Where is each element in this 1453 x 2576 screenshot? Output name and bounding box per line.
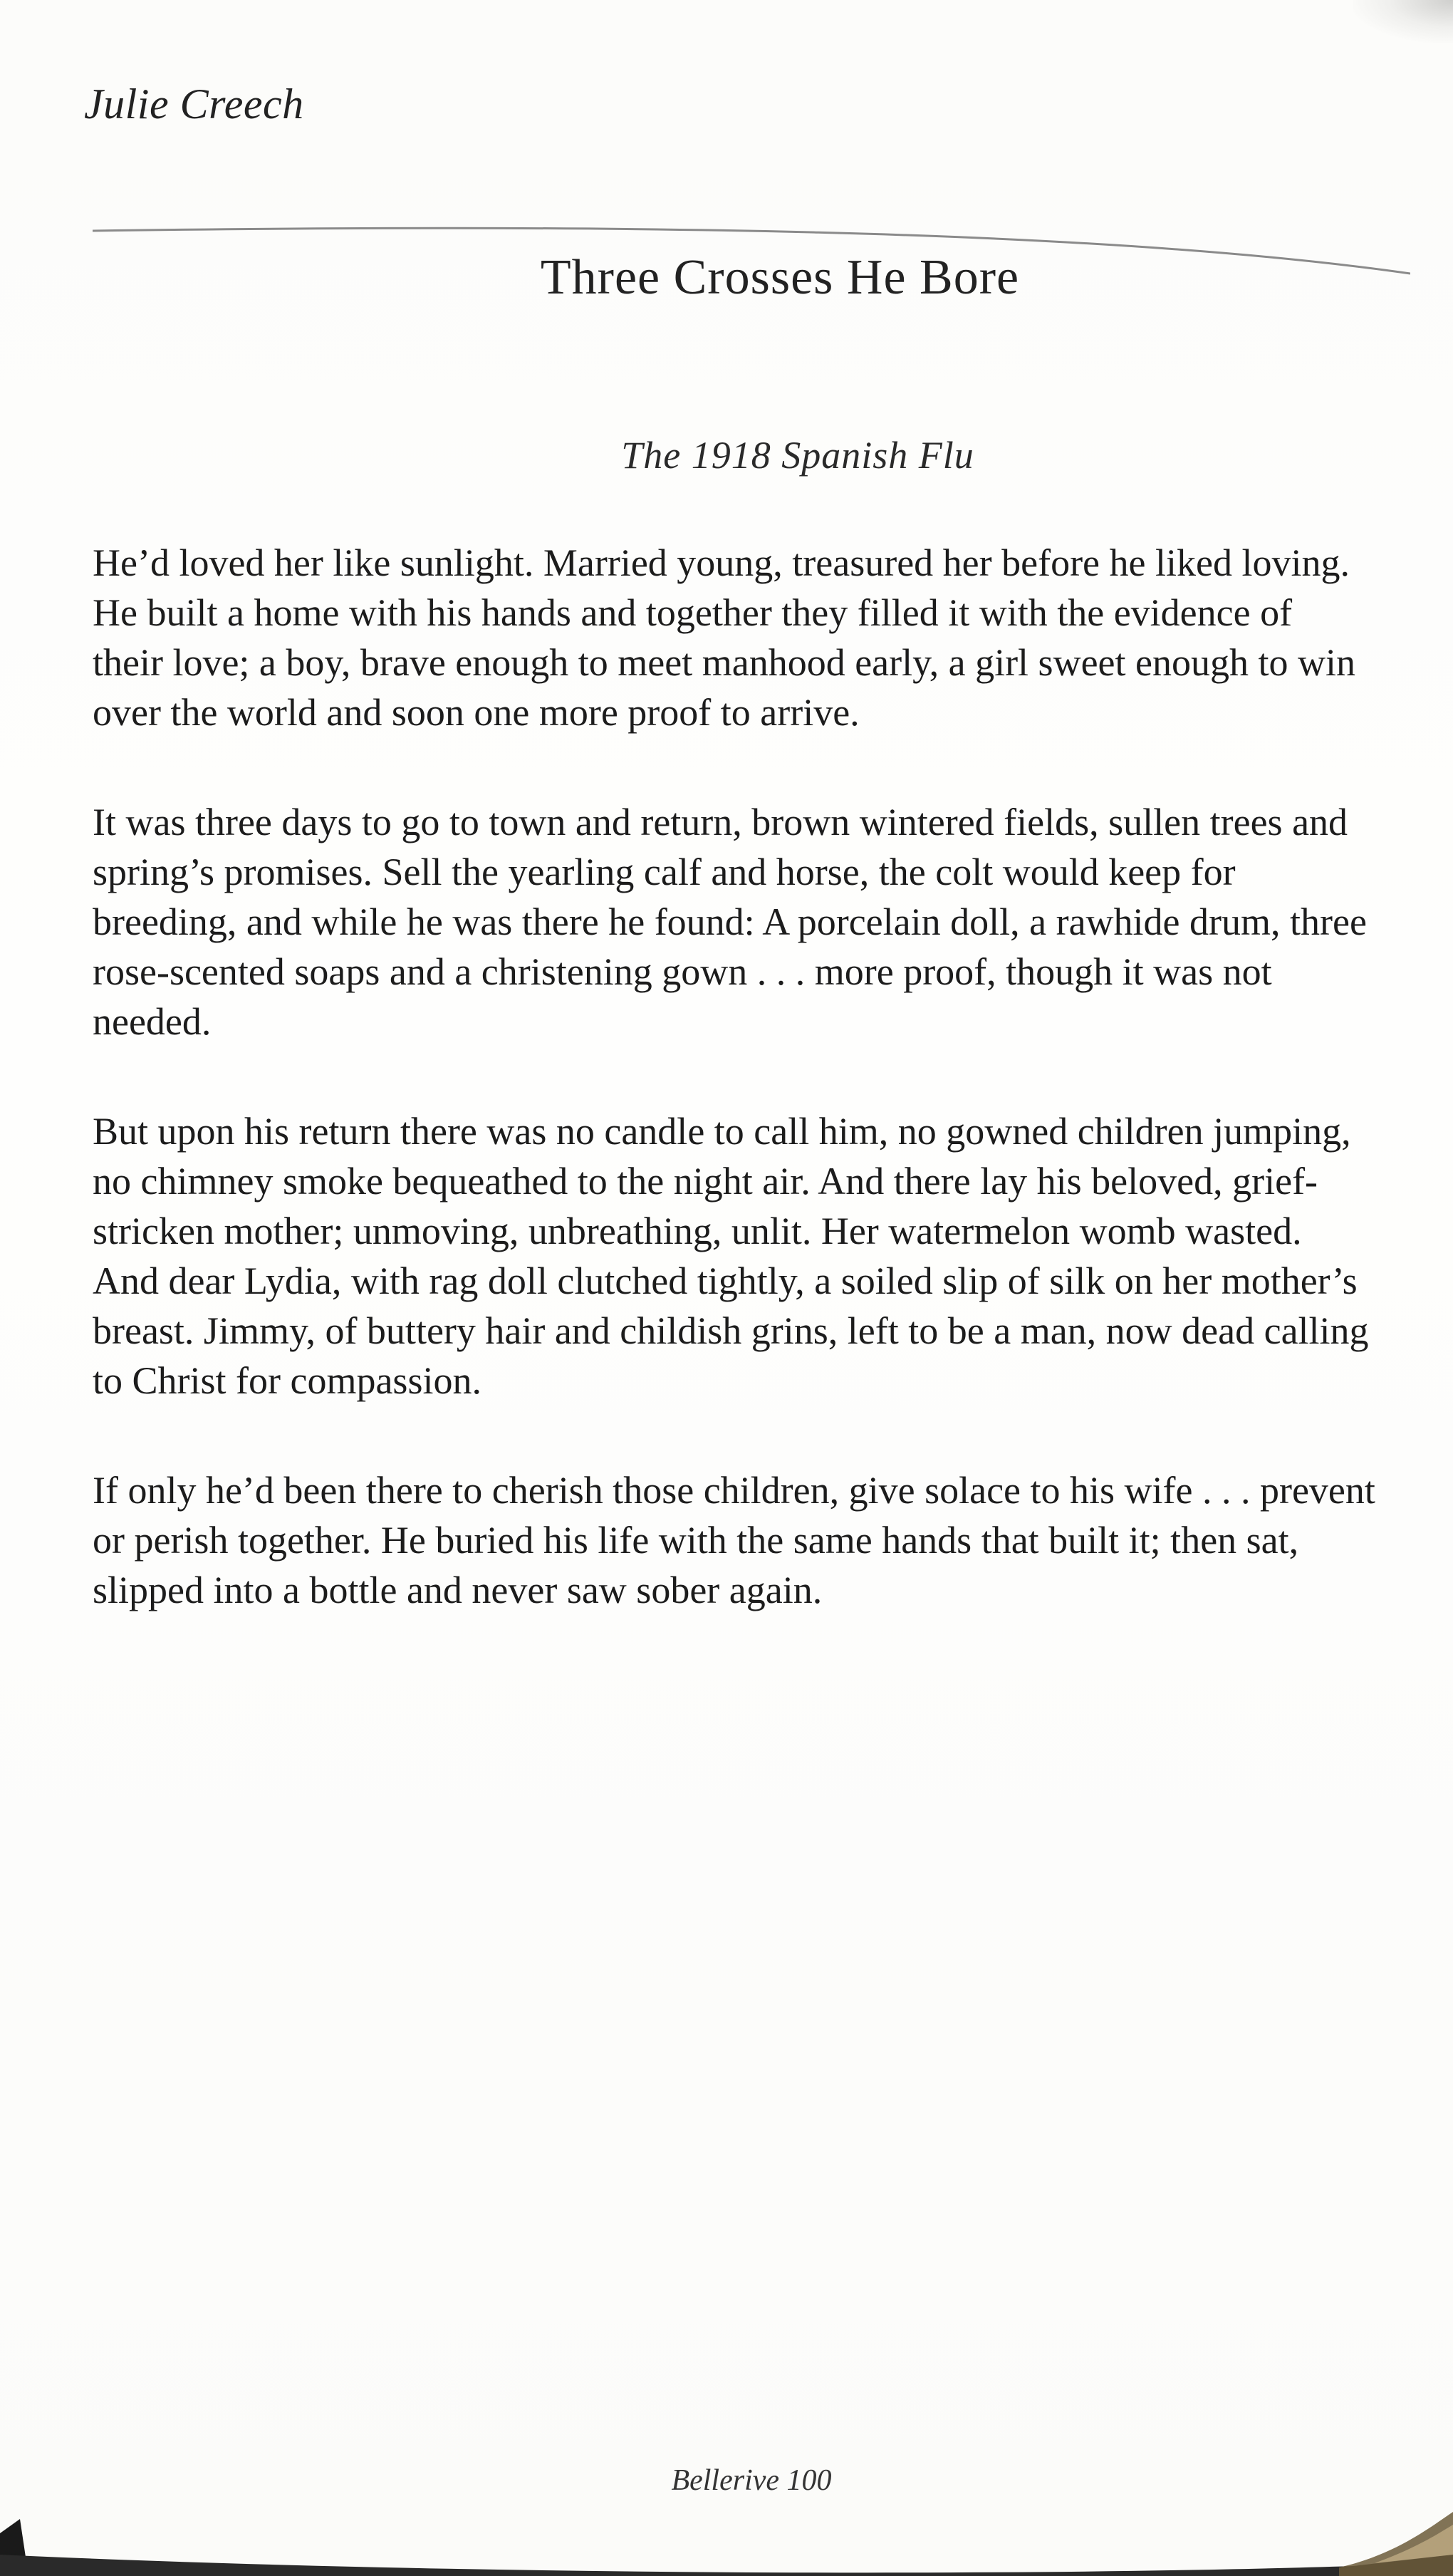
- text-line: or perish together. He buried his life with the same hands that built it; then sat,: [93, 1519, 1299, 1562]
- text-line: And dear Lydia, with rag doll clutched tightly, a soiled slip of silk on her mother’s: [93, 1260, 1358, 1302]
- paragraph-4: [93, 1465, 1417, 1615]
- text-line: breeding, and while he was there he found: A porcelain doll, a rawhide drum, three: [93, 900, 1367, 943]
- running-head-author: Julie Creech: [84, 80, 304, 128]
- text-line: If only he’d been there to cherish those children, give solace to his wife . . . prevent: [93, 1469, 1375, 1512]
- page-bottom-edge: [0, 2512, 1453, 2576]
- text-line: spring’s promises. Sell the yearling calf and horse, the colt would keep for: [93, 851, 1236, 893]
- paragraph-1: [93, 538, 1417, 737]
- text-line: over the world and soon one more proof to arrive.: [93, 691, 860, 734]
- text-line: to Christ for compassion.: [93, 1359, 481, 1402]
- story-subtitle: The 1918 Spanish Flu: [621, 434, 974, 477]
- paragraph-2: [93, 797, 1417, 1046]
- text-line: their love; a boy, brave enough to meet manhood early, a girl sweet enough to win: [93, 641, 1355, 684]
- page-footer-folio: Bellerive 100: [671, 2464, 832, 2497]
- text-line: slipped into a bottle and never saw sober again.: [93, 1569, 823, 1611]
- story-title: Three Crosses He Bore: [540, 250, 1020, 305]
- text-line: stricken mother; unmoving, unbreathing, unlit. Her watermelon womb wasted.: [93, 1210, 1302, 1252]
- text-line: needed.: [93, 1000, 212, 1043]
- text-line: rose-scented soaps and a christening gown . . . more proof, though it was not: [93, 950, 1272, 993]
- paragraph-3: [93, 1106, 1417, 1406]
- text-line: no chimney smoke bequeathed to the night air. And there lay his beloved, grief-: [93, 1160, 1318, 1203]
- text-line: breast. Jimmy, of buttery hair and childish grins, left to be a man, now dead calling: [93, 1309, 1369, 1352]
- page-corner-shadow: [1353, 0, 1453, 43]
- story-body: [93, 538, 1417, 1675]
- text-line: But upon his return there was no candle to call him, no gowned children jumping,: [93, 1110, 1351, 1153]
- text-line: It was three days to go to town and return, brown wintered fields, sullen trees and: [93, 801, 1348, 843]
- text-line: He built a home with his hands and together they filled it with the evidence of: [93, 591, 1293, 634]
- text-line: He’d loved her like sunlight. Married young, treasured her before he liked loving.: [93, 541, 1350, 584]
